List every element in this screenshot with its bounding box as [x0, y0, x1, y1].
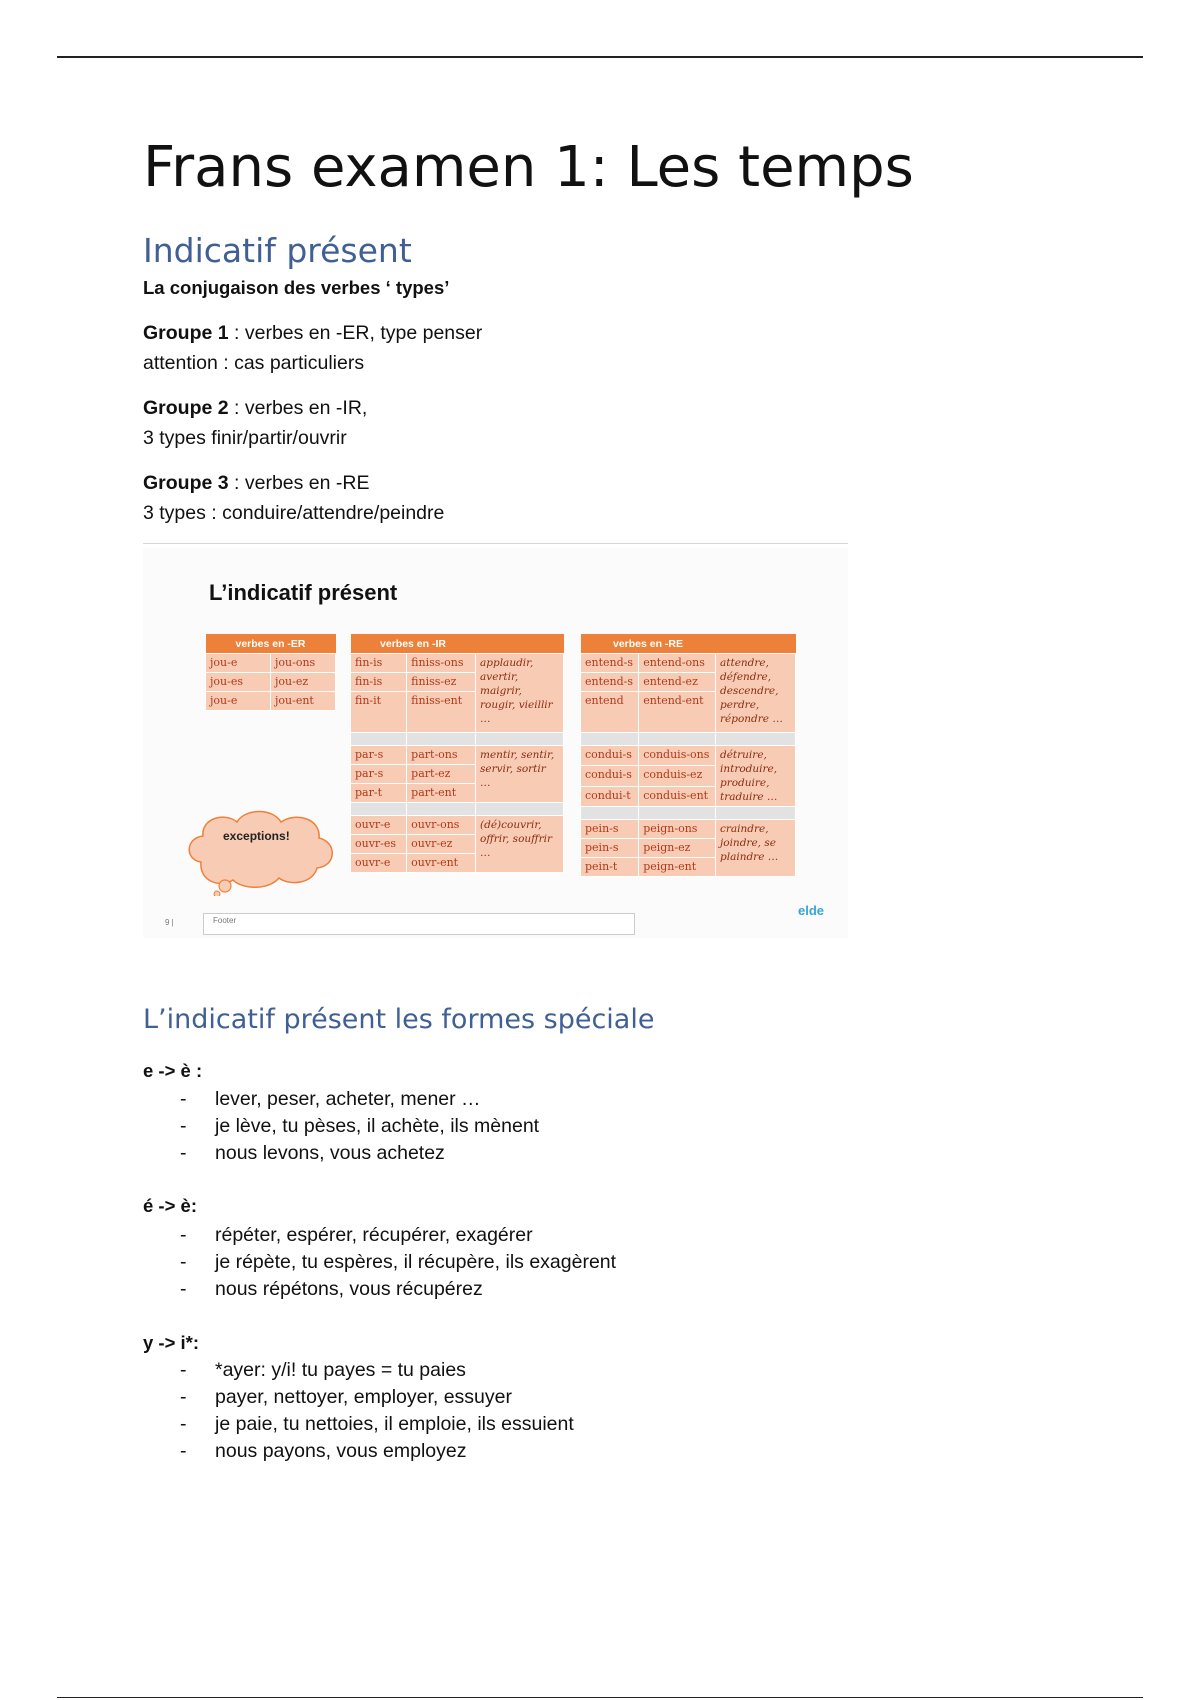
table-cell: pein-s [581, 820, 639, 839]
group-line2: 3 types finir/partir/ouvrir [143, 427, 347, 449]
table-cell: part-ent [407, 784, 476, 803]
table-cell: ouvr-ent [407, 854, 476, 873]
group-text: : verbes en -ER, type penser [228, 322, 483, 344]
table-cell: entend-ent [639, 692, 716, 733]
list-item: - lever, peser, acheter, mener … [143, 1086, 539, 1113]
thought-cloud-icon [181, 804, 341, 896]
examples-cell: attendre, défendre, descendre, perdre, répondre … [716, 654, 796, 733]
table-row [351, 746, 564, 765]
list-item: - je paie, tu nettoies, il emploie, ils essuient [143, 1411, 574, 1438]
slide-title: L’indicatif présent [209, 580, 398, 605]
table-row [206, 673, 336, 692]
examples-cell: détruire, introduire, produire, traduire … [716, 746, 796, 807]
rule-list [143, 1086, 539, 1167]
rule-list [143, 1357, 574, 1465]
group-label: Groupe 2 [143, 397, 229, 419]
rule-label: y -> i*: [143, 1332, 200, 1353]
rule-label: e -> è : [143, 1060, 203, 1081]
table-cell: ouvr-ez [407, 835, 476, 854]
table-cell: peign-ons [639, 820, 716, 839]
list-item: - nous payons, vous employez [143, 1438, 574, 1465]
table-cell: jou-e [206, 692, 271, 711]
examples-cell: craindre, joindre, se plaindre … [716, 820, 796, 877]
group-text: : verbes en -IR, [228, 397, 368, 419]
table-cell: condui-s [581, 746, 639, 766]
table-cell: par-s [351, 765, 407, 784]
table-cell: entend-s [581, 673, 639, 692]
rule-label: é -> è: [143, 1195, 197, 1216]
table-row [581, 746, 796, 766]
slide-image [143, 548, 848, 938]
rule-list [143, 1222, 616, 1303]
table-header-re: verbes en -RE [581, 634, 716, 654]
brand-logo: elde [798, 903, 825, 918]
table-cell: fin-is [351, 673, 407, 692]
slide-number: 9 | [165, 918, 174, 927]
table-cell: conduis-ent [639, 786, 716, 806]
list-item: - répéter, espérer, récupérer, exagérer [143, 1222, 616, 1249]
table-cell: conduis-ons [639, 746, 716, 766]
table-cell: peign-ent [639, 858, 716, 877]
table-cell: fin-it [351, 692, 407, 733]
table-header-er: verbes en -ER [206, 634, 336, 654]
examples-cell: mentir, sentir, servir, sortir … [476, 746, 564, 803]
footer-rule [57, 1697, 1143, 1698]
table-cell: entend-ons [639, 654, 716, 673]
section-subheading: La conjugaison des verbes ‘ types’ [143, 277, 450, 298]
table-cell: entend [581, 692, 639, 733]
table-cell: entend-ez [639, 673, 716, 692]
group-label: Groupe 1 [143, 322, 229, 344]
section-heading-formes-speciales: L’indicatif présent les formes spéciale [143, 1004, 655, 1035]
cloud-label: exceptions! [223, 829, 290, 843]
list-item: - *ayer: y/i! tu payes = tu paies [143, 1357, 574, 1384]
table-row [206, 654, 336, 673]
table-row [351, 816, 564, 835]
table-cell: finiss-ons [407, 654, 476, 673]
table-cell: condui-s [581, 766, 639, 786]
table-cell: part-ez [407, 765, 476, 784]
group-line2: attention : cas particuliers [143, 352, 365, 374]
table-cell: jou-e [206, 654, 271, 673]
table-cell: fin-is [351, 654, 407, 673]
group-1-paragraph [143, 318, 482, 378]
table-cell: peign-ez [639, 839, 716, 858]
table-row [351, 654, 564, 673]
list-item: - je répète, tu espères, il récupère, ils exagèrent [143, 1249, 616, 1276]
table-cell: jou-es [206, 673, 271, 692]
table-cell: ouvr-ons [407, 816, 476, 835]
table-cell: jou-ez [271, 673, 336, 692]
list-item: - nous répétons, vous récupérez [143, 1276, 616, 1303]
group-2-paragraph [143, 393, 367, 453]
table-cell: finiss-ez [407, 673, 476, 692]
table-cell: ouvr-es [351, 835, 407, 854]
list-item: - nous levons, vous achetez [143, 1140, 539, 1167]
table-cell: pein-t [581, 858, 639, 877]
list-item: - je lève, tu pèses, il achète, ils mènent [143, 1113, 539, 1140]
section-heading-indicatif: Indicatif présent [143, 231, 412, 270]
document-title: Frans examen 1: Les temps [143, 135, 914, 200]
table-cell: par-s [351, 746, 407, 765]
table-cell: part-ons [407, 746, 476, 765]
table-ir [350, 634, 564, 873]
image-top-border [143, 543, 848, 544]
table-row [581, 654, 796, 673]
group-text: : verbes en -RE [228, 472, 370, 494]
examples-cell: applaudir, avertir, maigrir, rougir, vieillir … [476, 654, 564, 733]
examples-cell: (dé)couvrir, offrir, souffrir … [476, 816, 564, 873]
group-label: Groupe 3 [143, 472, 229, 494]
table-cell: condui-t [581, 786, 639, 806]
slide-footer-note: Footer [213, 916, 237, 925]
group-3-paragraph [143, 468, 444, 528]
table-row [581, 820, 796, 839]
table-re [580, 634, 796, 877]
table-cell: ouvr-e [351, 854, 407, 873]
slide-footer-box [203, 913, 635, 935]
list-item: - payer, nettoyer, employer, essuyer [143, 1384, 574, 1411]
table-cell: ouvr-e [351, 816, 407, 835]
table-cell: entend-s [581, 654, 639, 673]
table-cell: par-t [351, 784, 407, 803]
table-cell: jou-ons [271, 654, 336, 673]
table-cell: conduis-ez [639, 766, 716, 786]
table-er [205, 634, 336, 711]
header-rule [57, 56, 1143, 58]
table-cell: finiss-ent [407, 692, 476, 733]
table-row [206, 692, 336, 711]
table-header-ir: verbes en -IR [351, 634, 476, 654]
group-line2: 3 types : conduire/attendre/peindre [143, 502, 445, 524]
table-cell: jou-ent [271, 692, 336, 711]
table-cell: pein-s [581, 839, 639, 858]
